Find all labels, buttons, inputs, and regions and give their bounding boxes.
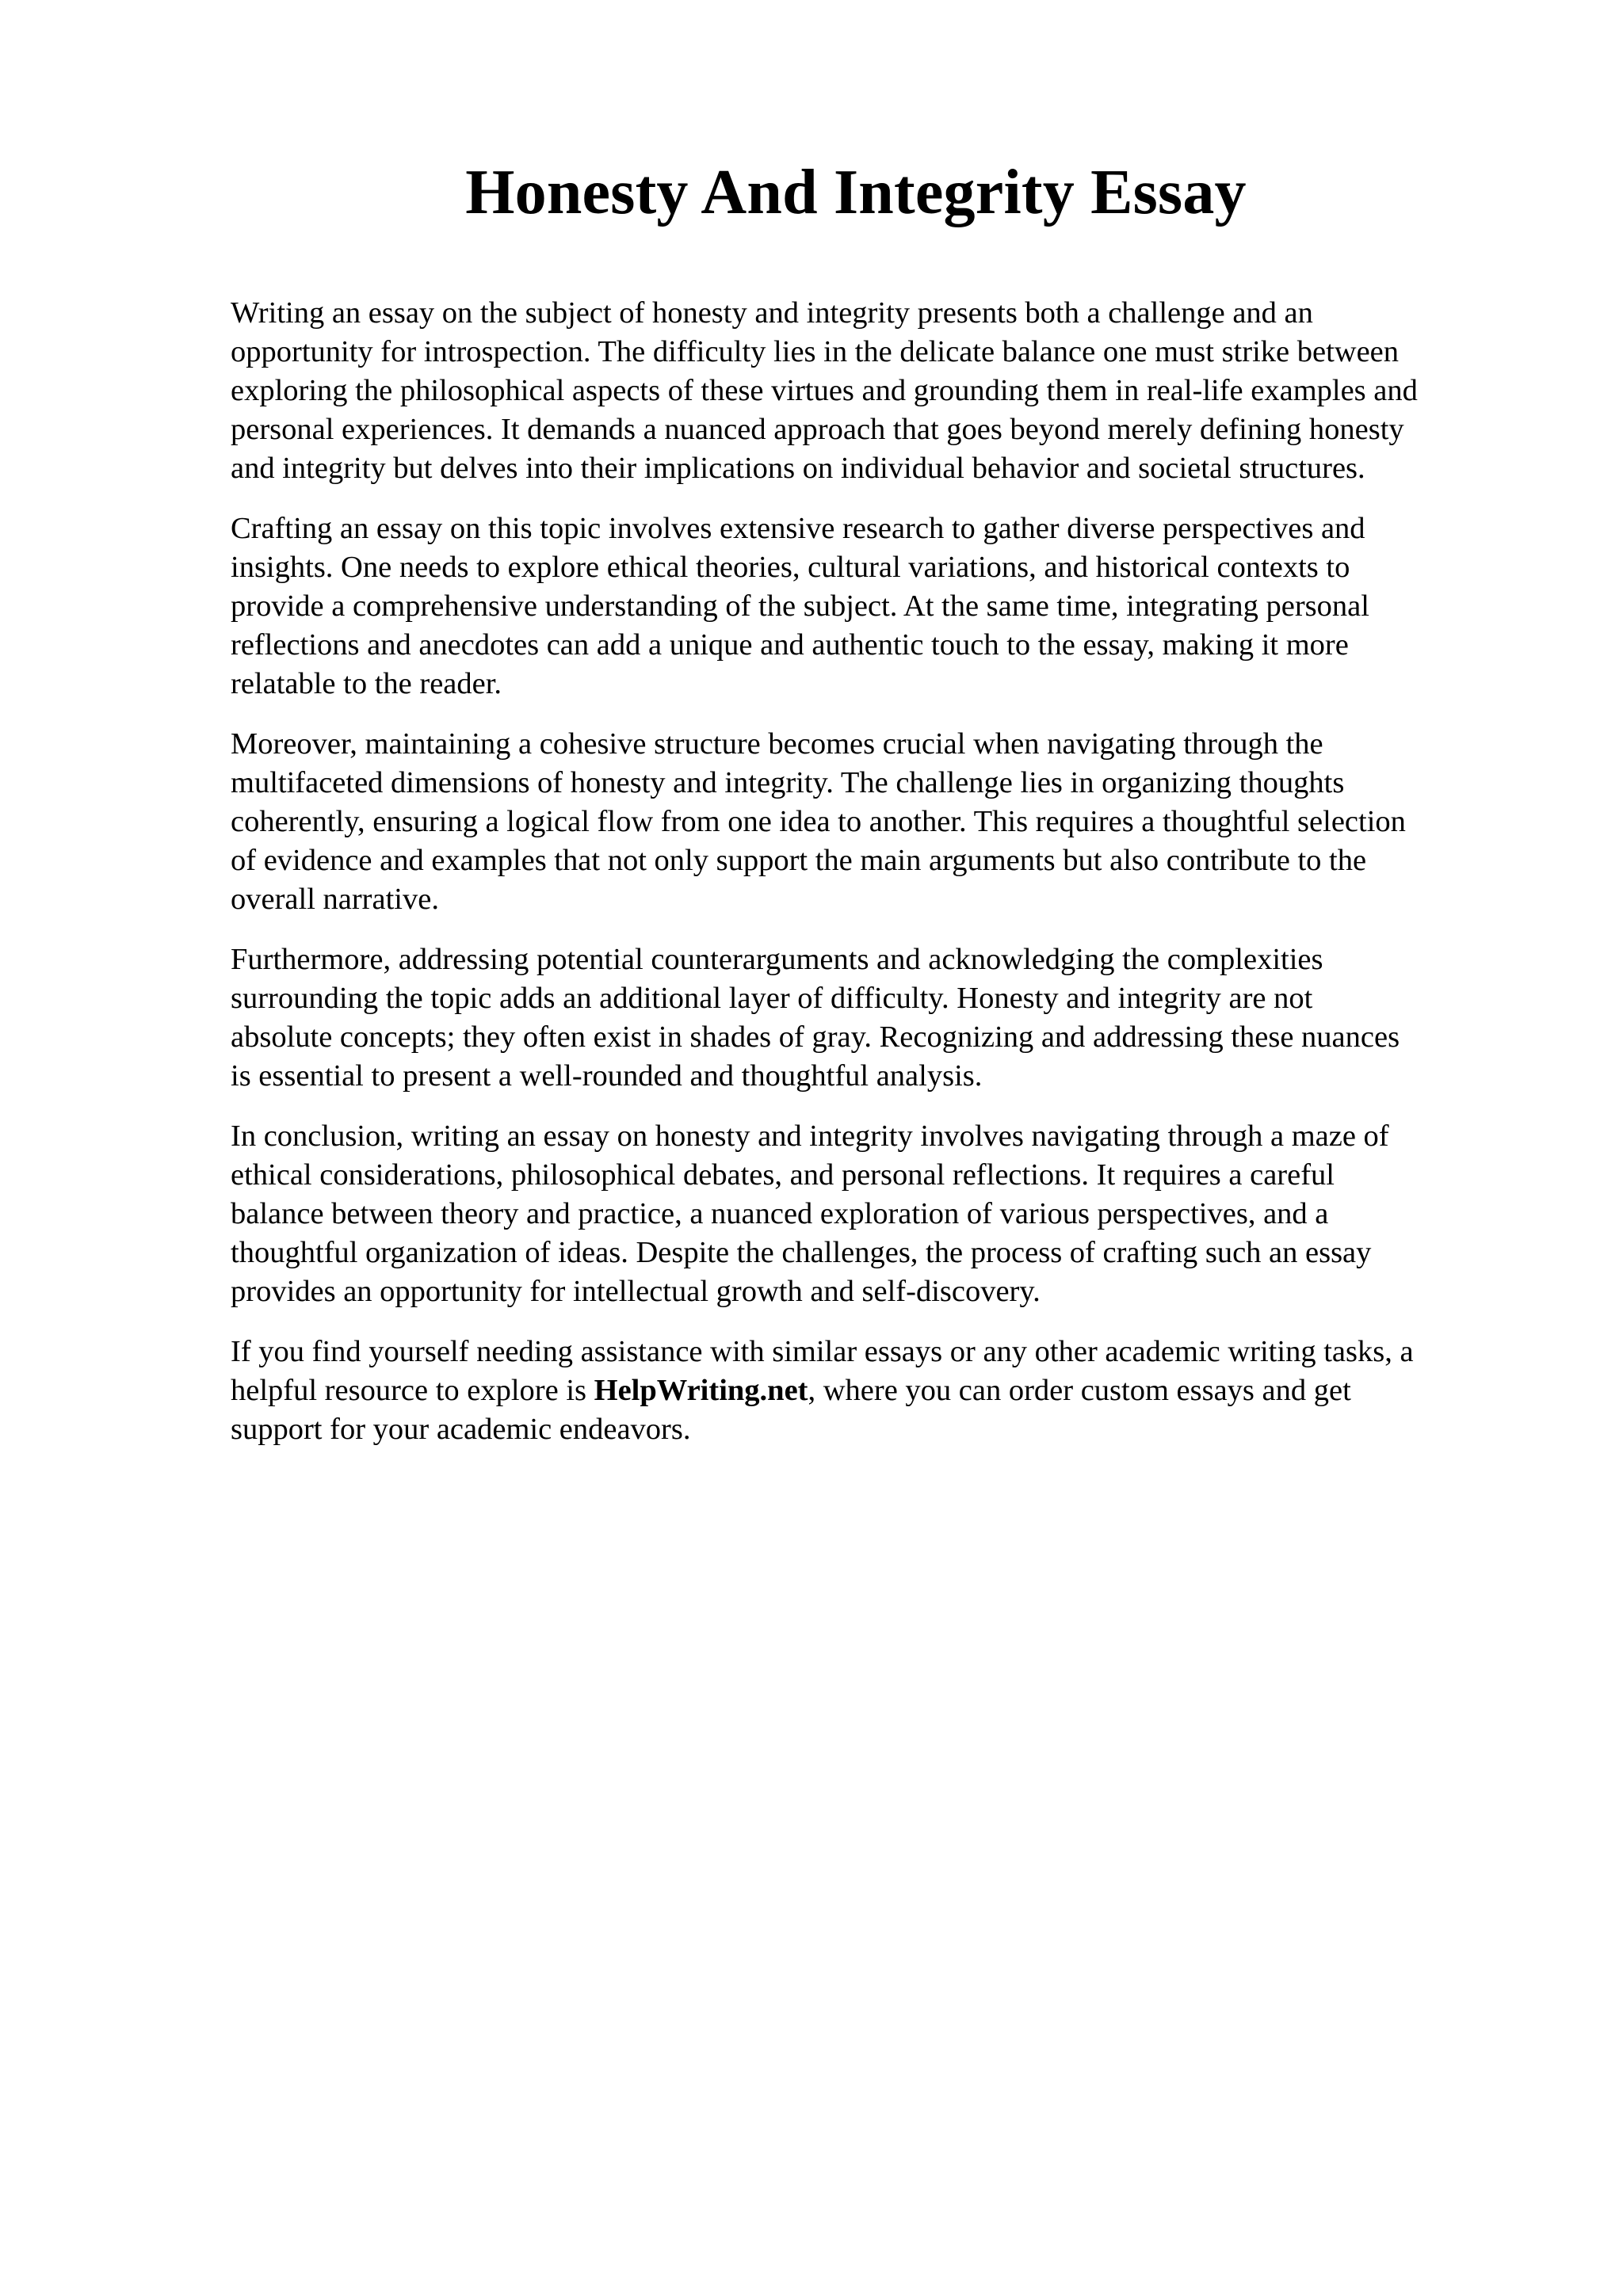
paragraph-4 xyxy=(231,940,1562,1096)
paragraph-line: and integrity but delves into their implications on individual behavior and societal structures. xyxy=(231,452,1365,485)
paragraph-line: Writing an essay on the subject of honesty and integrity presents both a challenge and an xyxy=(231,296,1313,330)
paragraph-line: balance between theory and practice, a nuanced exploration of various perspectives, and a xyxy=(231,1197,1329,1230)
paragraph-line: personal experiences. It demands a nuanced approach that goes beyond merely defining honesty xyxy=(231,413,1404,446)
paragraph-line: multifaceted dimensions of honesty and integrity. The challenge lies in organizing thoughts xyxy=(231,766,1345,799)
paragraph-line: ethical considerations, philosophical debates, and personal reflections. It requires a careful xyxy=(231,1158,1335,1192)
paragraph-line: Moreover, maintaining a cohesive structure becomes crucial when navigating through the xyxy=(231,727,1323,761)
paragraph-line: absolute concepts; they often exist in shades of gray. Recognizing and addressing these nuances xyxy=(231,1020,1400,1054)
paragraph-line: overall narrative. xyxy=(231,883,439,916)
closing-paragraph xyxy=(231,1333,1562,1449)
paragraph-line: exploring the philosophical aspects of these virtues and grounding them in real-life examples and xyxy=(231,374,1418,407)
paragraph-5 xyxy=(231,1117,1562,1311)
paragraph-line: relatable to the reader. xyxy=(231,667,502,700)
paragraph-line: If you find yourself needing assistance with similar essays or any other academic writing tasks, a xyxy=(231,1335,1414,1368)
paragraph-line: insights. One needs to explore ethical theories, cultural variations, and historical contexts to xyxy=(231,551,1350,584)
document-title: Honesty And Integrity Essay xyxy=(465,158,1247,227)
document-body xyxy=(231,294,1562,1470)
paragraph-line: of evidence and examples that not only support the main arguments but also contribute to the xyxy=(231,844,1367,877)
paragraph-line-text: , where you can order custom essays and get xyxy=(808,1374,1351,1407)
paragraph-line: Furthermore, addressing potential counterarguments and acknowledging the complexities xyxy=(231,943,1323,976)
paragraph-line-text: helpful resource to explore is xyxy=(231,1374,594,1407)
paragraph-2 xyxy=(231,509,1562,704)
paragraph-line: opportunity for introspection. The difficulty lies in the delicate balance one must strike between xyxy=(231,335,1399,368)
paragraph-line: surrounding the topic adds an additional layer of difficulty. Honesty and integrity are not xyxy=(231,982,1313,1015)
paragraph-line: provides an opportunity for intellectual growth and self-discovery. xyxy=(231,1275,1041,1308)
paragraph-line: Crafting an essay on this topic involves extensive research to gather diverse perspectives and xyxy=(231,512,1365,545)
paragraph-line: coherently, ensuring a logical flow from one idea to another. This requires a thoughtful selection xyxy=(231,805,1406,838)
paragraph-line: is essential to present a well-rounded and thoughtful analysis. xyxy=(231,1059,983,1093)
paragraph-3 xyxy=(231,725,1562,919)
paragraph-line: In conclusion, writing an essay on honesty and integrity involves navigating through a maze of xyxy=(231,1119,1389,1153)
paragraph-line: provide a comprehensive understanding of the subject. At the same time, integrating personal xyxy=(231,589,1369,623)
paragraph-line: support for your academic endeavors. xyxy=(231,1413,691,1446)
paragraph-line: thoughtful organization of ideas. Despite the challenges, the process of crafting such an essay xyxy=(231,1236,1372,1269)
helpwriting-link[interactable]: HelpWriting.net xyxy=(594,1374,808,1407)
paragraph-1 xyxy=(231,294,1562,488)
paragraph-line: reflections and anecdotes can add a unique and authentic touch to the essay, making it more xyxy=(231,628,1349,662)
